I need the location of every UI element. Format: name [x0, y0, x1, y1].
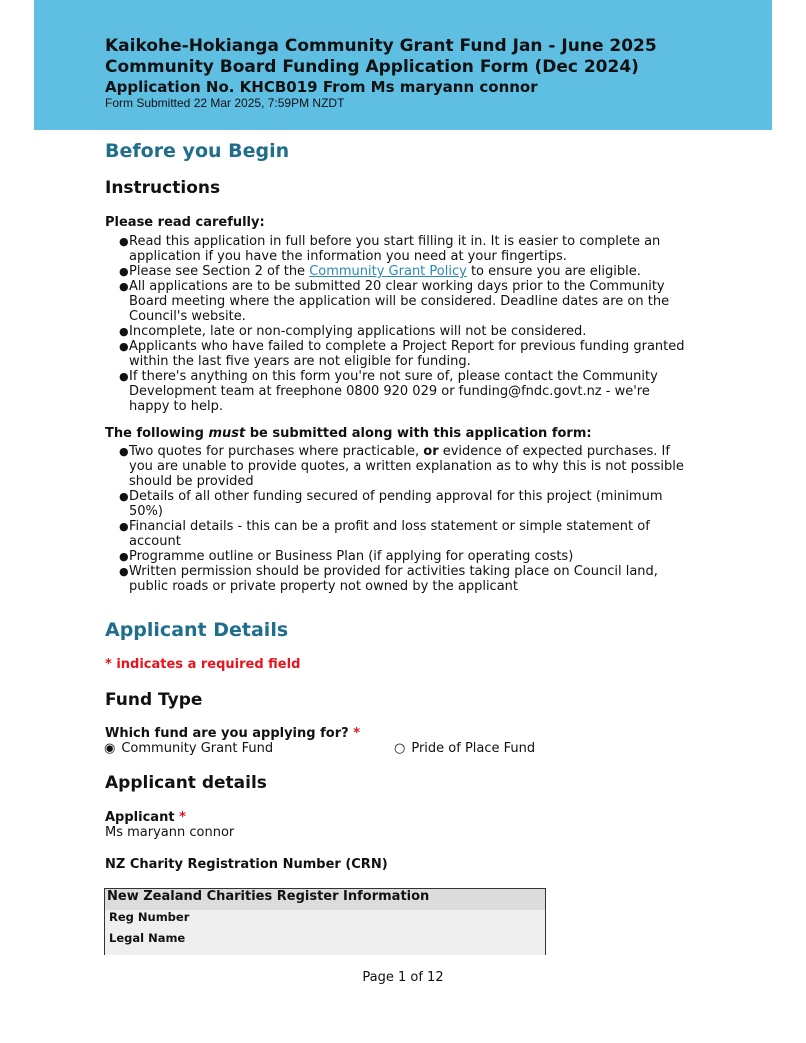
page-number: Page 1 of 12 [362, 970, 444, 985]
radio-unselected-icon[interactable]: ○ [394, 741, 406, 756]
list-item: ● Read this application in full before you start filling it in. It is easier to complete an application if you have the information you need at your fingertips. [119, 234, 661, 264]
crn-label: NZ Charity Registration Number (CRN) [105, 857, 388, 872]
list-item: ● All applications are to be submitted 20 clear working days prior to the Community Board meeting where the application will be considered. Deadline dates are on the Council's website. [119, 279, 670, 324]
radio-selected-icon[interactable]: ◉ [104, 741, 116, 756]
list-item: ● Written permission should be provided for activities taking place on Council land, public roads or private property not owned by the applicant [119, 564, 658, 594]
must-submit-label: The following must be submitted along with this application form: [105, 426, 592, 441]
table-row-legal-name: Legal Name [109, 931, 186, 945]
list-item: ● If there's anything on this form you're not sure of, please contact the Community Development team at freephone 0800 920 029 or funding@fndc.govt.nz - we're happy to help. [119, 369, 658, 414]
form-title-line1: Kaikohe-Hokianga Community Grant Fund Jan - June 2025 [105, 36, 657, 56]
bullet-icon: ● [119, 550, 129, 563]
read-carefully-label: Please read carefully: [105, 215, 265, 230]
instructions-list [119, 234, 694, 414]
charities-register-table [104, 888, 546, 955]
required-field-note: * indicates a required field [105, 657, 301, 672]
applicant-label: Applicant * [105, 810, 186, 825]
submitted-timestamp: Form Submitted 22 Mar 2025, 7:59PM NZDT [105, 96, 345, 110]
bullet-icon: ● [119, 265, 129, 278]
instructions-heading: Instructions [105, 178, 221, 198]
bullet-icon: ● [119, 370, 129, 383]
bullet-icon: ● [119, 565, 129, 578]
applicant-value: Ms maryann connor [105, 825, 235, 840]
application-number: Application No. KHCB019 From Ms maryann connor [105, 78, 538, 96]
list-item: ● Please see Section 2 of the Community Grant Policy to ensure you are eligible. [119, 264, 641, 279]
table-row-reg-number: Reg Number [109, 910, 190, 924]
required-star: * [353, 726, 360, 741]
section-before-you-begin: Before you Begin [105, 140, 290, 162]
list-item: ● Two quotes for purchases where practicable, or evidence of expected purchases. If you are unable to provide quotes, a written explanation as to why this is not possible should be provided [119, 444, 684, 489]
bullet-icon: ● [119, 520, 129, 533]
list-item: ● Applicants who have failed to complete a Project Report for previous funding granted within the last five years are not eligible for funding. [119, 339, 685, 369]
must-submit-list [119, 444, 694, 594]
fund-question-label: Which fund are you applying for? * [105, 726, 360, 741]
bullet-icon: ● [119, 445, 129, 458]
list-item: ● Programme outline or Business Plan (if applying for operating costs) [119, 549, 574, 564]
community-grant-policy-link[interactable]: Community Grant Policy [309, 264, 467, 279]
form-title-line2: Community Board Funding Application Form (Dec 2024) [105, 57, 639, 77]
list-item: ● Financial details - this can be a profit and loss statement or simple statement of account [119, 519, 650, 549]
bullet-icon: ● [119, 325, 129, 338]
applicant-details-heading: Applicant details [105, 773, 267, 793]
fund-option-pride-of-place[interactable]: ○ Pride of Place Fund [394, 741, 536, 756]
bullet-icon: ● [119, 235, 129, 248]
bullet-icon: ● [119, 340, 129, 353]
list-item: ● Incomplete, late or non-complying applications will not be considered. [119, 324, 587, 339]
bullet-icon: ● [119, 490, 129, 503]
fund-option-community-grant[interactable]: ◉ Community Grant Fund [104, 741, 274, 756]
section-applicant-details: Applicant Details [105, 619, 289, 641]
fund-type-heading: Fund Type [105, 690, 203, 710]
list-item: ● Details of all other funding secured of pending approval for this project (minimum 50%) [119, 489, 663, 519]
bullet-icon: ● [119, 280, 129, 293]
required-star: * [179, 810, 186, 825]
form-header [34, 0, 772, 130]
charities-table-header: New Zealand Charities Register Information [105, 889, 545, 910]
